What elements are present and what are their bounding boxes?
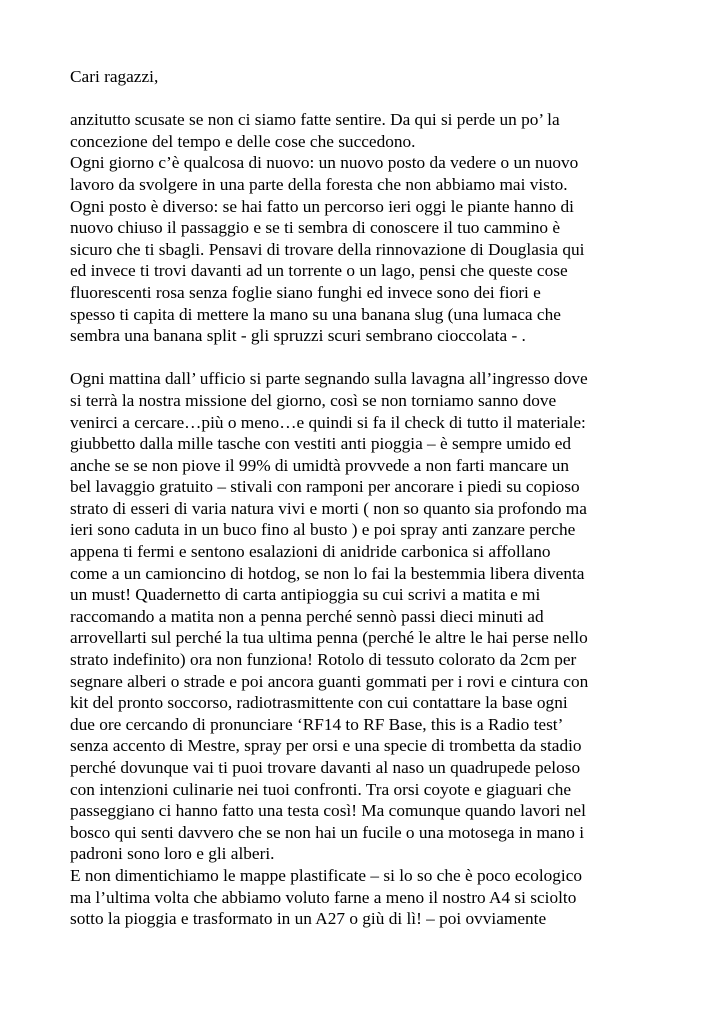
text-line: ieri sono caduta in un buco fino al busto ) e poi spray anti zanzare perche — [70, 520, 576, 540]
text-line: anzitutto scusate se non ci siamo fatte sentire. Da qui si perde un po’ la — [70, 110, 560, 130]
text-line: Ogni posto è diverso: se hai fatto un percorso ieri oggi le piante hanno di — [70, 196, 574, 216]
text-line: un must! Quadernetto di carta antipioggia su cui scrivi a matita e mi — [70, 585, 541, 605]
paragraph-spacer — [70, 88, 670, 110]
paragraph-spacer — [70, 347, 670, 369]
text-line: sembra una banana split - gli spruzzi scuri sembrano cioccolata - . — [70, 326, 526, 346]
text-line: appena ti fermi e sentono esalazioni di anidride carbonica si affollano — [70, 542, 551, 562]
text-line: passeggiano ci hanno fatto una testa così! Ma comunque quando lavori nel — [70, 801, 586, 821]
text-line: due ore cercando di pronunciare ‘RF14 to RF Base, this is a Radio test’ — [70, 714, 564, 734]
paragraph-1 — [70, 109, 670, 347]
text-line: strato di esseri di varia natura vivi e morti ( non so quanto sia profondo ma — [70, 498, 587, 518]
salutation: Cari ragazzi, — [70, 67, 159, 86]
text-line: concezione del tempo e delle cose che succedono. — [70, 131, 416, 151]
text-line: fluorescenti rosa senza foglie siano funghi ed invece sono dei fiori e — [70, 282, 541, 302]
text-line: nuovo chiuso il passaggio e se ti sembra di conoscere il tuo cammino è — [70, 218, 561, 238]
text-line: segnare alberi o strade e poi ancora guanti gommati per i rovi e cintura con — [70, 671, 589, 691]
text-line: ma l’ultima volta che abbiamo voluto farne a meno il nostro A4 si sciolto — [70, 887, 577, 907]
letter-page — [70, 66, 670, 930]
text-line: anche se se non piove il 99% di umidtà provvede a non farti mancare un — [70, 455, 570, 475]
text-line: venirci a cercare…più o meno…e quindi si fa il check di tutto il materiale: — [70, 412, 586, 432]
text-line: spesso ti capita di mettere la mano su una banana slug (una lumaca che — [70, 304, 561, 324]
text-line: perché dovunque vai ti puoi trovare davanti al naso un quadrupede peloso — [70, 758, 581, 777]
text-line: lavoro da svolgere in una parte della foresta che non abbiamo mai visto. — [70, 174, 568, 194]
text-line: sicuro che ti sbagli. Pensavi di trovare della rinnovazione di Douglasia qui — [70, 239, 585, 259]
text-line: con intenzioni culinarie nei tuoi confronti. Tra orsi coyote e giaguari che — [70, 779, 572, 799]
paragraph-2 — [70, 368, 670, 929]
text-line: senza accento di Mestre, spray per orsi e una specie di trombetta da stadio — [70, 736, 582, 756]
text-line: kit del pronto soccorso, radiotrasmittente con cui contattare la base ogni — [70, 693, 568, 713]
text-line: raccomando a matita non a penna perché sennò passi dieci minuti ad — [70, 606, 544, 626]
text-line: E non dimentichiamo le mappe plastificate – si lo so che è poco ecologico — [70, 865, 583, 885]
text-line: Ogni mattina dall’ ufficio si parte segnando sulla lavagna all’ingresso dove — [70, 369, 588, 389]
text-line: Ogni giorno c’è qualcosa di nuovo: un nuovo posto da vedere o un nuovo — [70, 153, 579, 173]
text-line: come a un camioncino di hotdog, se non lo fai la bestemmia libera diventa — [70, 563, 585, 583]
text-line: bosco qui senti davvero che se non hai un fucile o una motosega in mano i — [70, 822, 584, 842]
text-line: padroni sono loro e gli alberi. — [70, 844, 275, 864]
text-line: bel lavaggio gratuito – stivali con ramponi per ancorare i piedi su copioso — [70, 477, 580, 497]
text-line: sotto la pioggia e trasformato in un A27 o giù di lì! – poi ovviamente — [70, 909, 547, 929]
text-line: si terrà la nostra missione del giorno, così se non torniamo sanno dove — [70, 390, 557, 410]
text-line: giubbetto dalla mille tasche con vestiti anti pioggia – è sempre umido ed — [70, 434, 572, 454]
text-line: strato indefinito) ora non funziona! Rotolo di tessuto colorato da 2cm per — [70, 650, 577, 670]
text-line: arrovellarti sul perché la tua ultima penna (perché le altre le hai perse nello — [70, 628, 588, 648]
text-line: ed invece ti trovi davanti ad un torrente o un lago, pensi che queste cose — [70, 261, 568, 281]
